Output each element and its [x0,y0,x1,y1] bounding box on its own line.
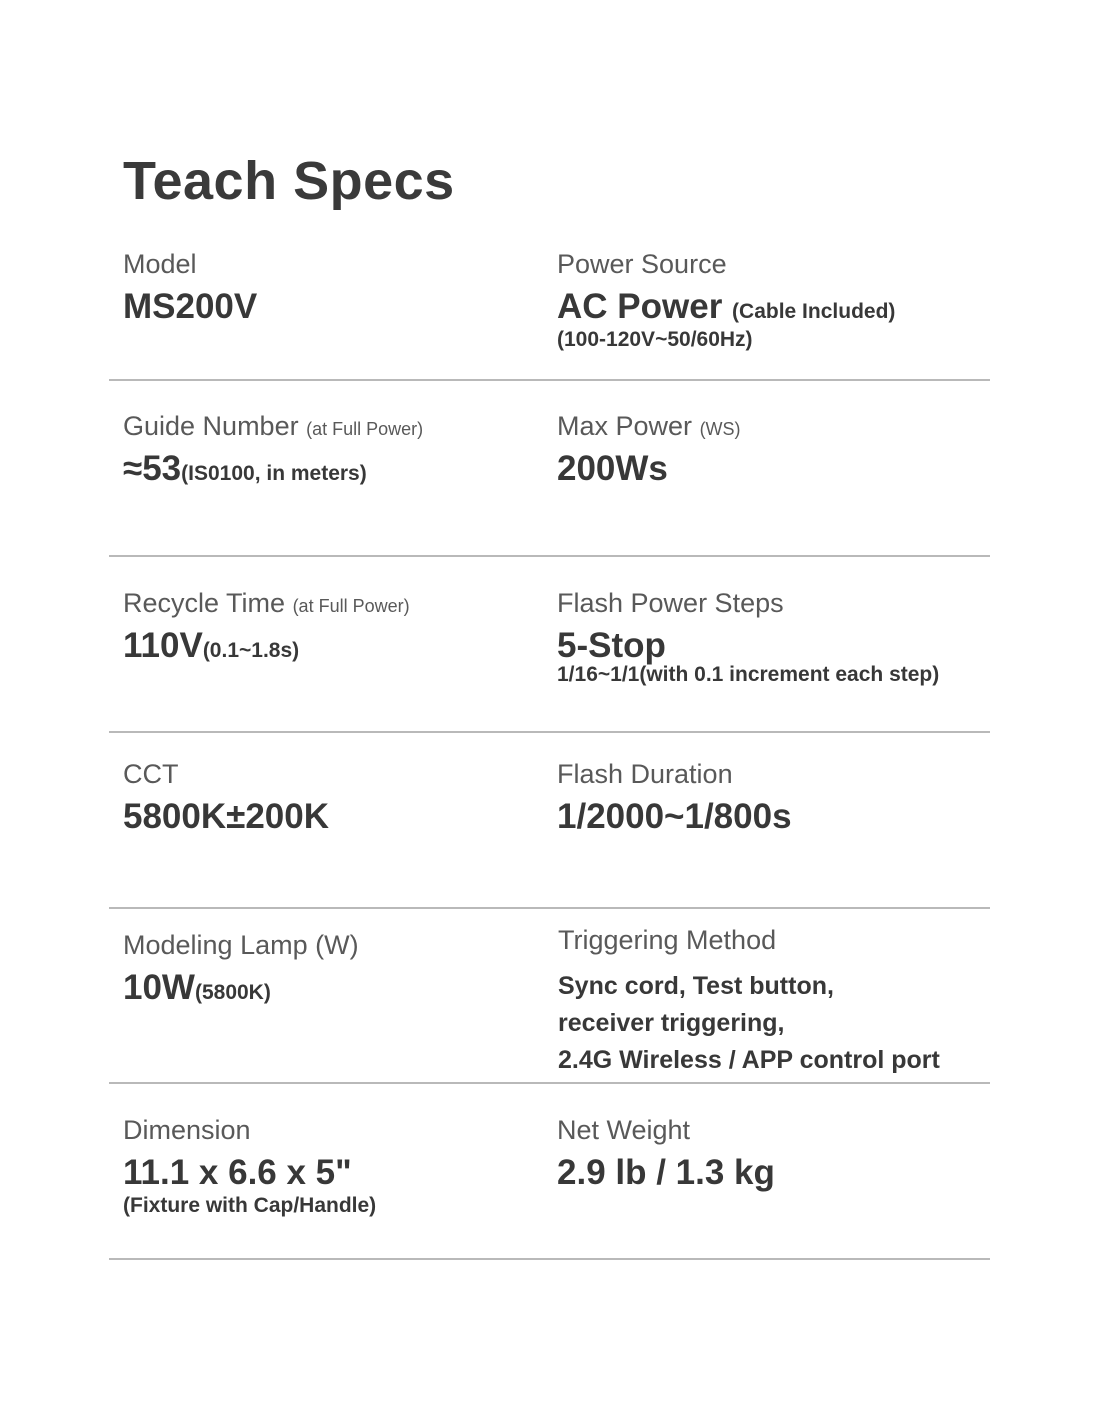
spec-label: Flash Power Steps [557,588,784,618]
spec-value [123,969,359,1008]
spec-modeling-lamp [123,929,359,1008]
spec-note: (Fixture with Cap/Handle) [123,1193,377,1217]
spec-value: 200Ws [557,449,668,489]
spec-value-lines [558,968,940,1079]
spec-net-weight [557,1114,775,1193]
page-title: Teach Specs [123,151,455,211]
spec-value-sub: (Cable Included) [732,300,896,324]
spec-max-power [557,410,741,489]
divider [109,731,990,733]
spec-label: Modeling Lamp (W) [123,930,359,960]
spec-label: Model [123,249,197,279]
spec-value [123,627,410,666]
spec-label-main: Max Power [557,411,693,441]
spec-label: Flash Duration [557,759,733,789]
spec-value: 11.1 x 6.6 x 5" [123,1153,352,1193]
spec-label [557,410,741,442]
spec-value: MS200V [123,287,258,327]
spec-label: Net Weight [557,1115,691,1145]
spec-label [123,410,423,442]
spec-label: Power Source [557,249,727,279]
spec-model [123,248,257,327]
spec-recycle-time [123,587,410,666]
divider [109,1082,990,1084]
spec-value: 5-Stop [557,626,666,666]
spec-label: Triggering Method [558,925,777,955]
spec-value-main: 10W [123,968,195,1008]
spec-cct [123,758,329,837]
spec-value-line: 2.4G Wireless / APP control port [558,1046,940,1075]
spec-value-main: ≈53 [123,449,182,489]
spec-value-line: receiver triggering, [558,1009,785,1038]
spec-value: 5800K±200K [123,797,330,837]
spec-label: Dimension [123,1115,251,1145]
spec-value: 2.9 lb / 1.3 kg [557,1153,775,1193]
spec-note: 1/16~1/1(with 0.1 increment each step) [557,662,940,686]
spec-value-sub: (0.1~1.8s) [202,639,300,663]
spec-value-sub: (5800K) [194,981,271,1005]
spec-value-main: AC Power [557,287,723,327]
spec-value-sub: (IS0100, in meters) [181,462,367,486]
spec-label-main: Recycle Time [123,588,286,618]
spec-flash-duration [557,758,792,837]
spec-label-sub: (WS) [699,419,741,439]
spec-value-line: Sync cord, Test button, [558,972,834,1001]
spec-value [123,450,423,489]
divider [109,555,990,557]
spec-flash-power-steps [557,587,939,687]
spec-label [123,587,410,619]
spec-dimension [123,1114,376,1218]
divider [109,907,990,909]
divider [109,1258,990,1260]
spec-label-sub: (at Full Power) [292,596,410,616]
spec-guide-number [123,410,423,489]
spec-value-main: 110V [123,626,203,666]
spec-value [557,288,895,327]
spec-power-source [557,248,895,352]
spec-label: CCT [123,759,179,789]
spec-value: 1/2000~1/800s [557,797,792,837]
divider [109,379,990,381]
spec-triggering-method [558,924,940,1079]
spec-label-sub: (at Full Power) [306,419,424,439]
spec-note: (100-120V~50/60Hz) [557,327,753,351]
spec-label-main: Guide Number [123,411,299,441]
